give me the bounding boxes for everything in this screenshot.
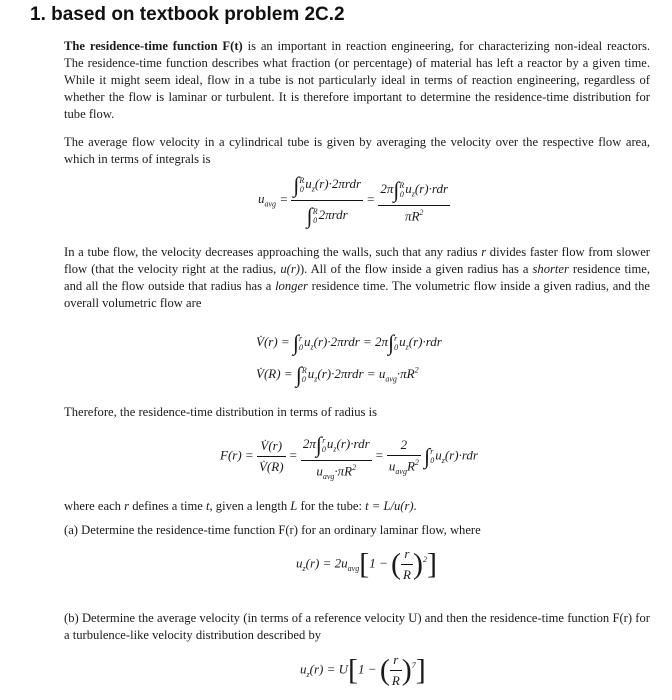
intro-text: is an important in reaction engineering, for characterizing non-ideal reactors. The residence-time function describes what fraction (or percentage) of material has left a reactor by a given time. While it might seem ideal, flow in a tube is not particularly ideal in terms of reaction engineering, regardless of whether the flow is laminar or turbulent. It is therefore important to determine the residence-time distribution for tube flow. bbox=[64, 39, 650, 121]
equation-laminar-velocity: $u_z(r) = 2u_{avg}[1$ − ( $\frac{r}{R}$ )$^2$] bbox=[296, 546, 437, 582]
equation-volumetric-flow-R: V̇(R) = ∫ R 0 $u_z(r)\cdot 2\pi rdr = u_{avg}\cdot\pi R^2$ bbox=[256, 362, 419, 387]
avg-velocity-paragraph: The average flow velocity in a cylindrical tube is given by averaging the velocity over the respective flow area, which in terms of integrals is bbox=[64, 135, 650, 166]
uavg-symbol: $u_{avg}$ bbox=[258, 191, 277, 210]
distribution-paragraph: Therefore, the residence-time distribution in terms of radius is bbox=[64, 405, 377, 419]
equation-residence-time-function: F(r) = $\frac{V̇(r)}{V̇(R)}$ = 2π∫ r 0 $u_z(r)\cdot rdr$ $u_{avg}\cdot\pi R^2$ = $\frac{2}{u_{avg}R^2}$ ∫ r 0 $u_z(r)\cdot rdr$ bbox=[220, 432, 478, 481]
part-a: (a) Determine the residence-time function F(r) for an ordinary laminar flow, where bbox=[64, 523, 481, 537]
avg-fraction-2: 2π∫ R 0 $u_z(r)\cdot rdr$ $\pi R^2$ bbox=[380, 176, 449, 224]
equation-turbulent-velocity: $u_z(r) = U[1$ − ( $\frac{r}{R}$ )$^7$] bbox=[300, 652, 426, 688]
equation-volumetric-flow-r: V̇(r) = ∫ r 0 $u_z(r)\cdot 2\pi rdr = 2\pi\int$ r 0 $u_z(r)\cdot rdr$ bbox=[256, 330, 442, 355]
avg-fraction-1: ∫ R 0 $u_z(r)\cdot 2\pi rdr$ ∫ R 0 2πrdr bbox=[293, 172, 362, 228]
where-each-line: where each r defines a time t, given a length L for the tube: t = L/u(r). bbox=[64, 499, 417, 513]
part-b: (b) Determine the average velocity (in terms of a reference velocity U) and then the residence-time function F(r) for a turbulence-like velocity distribution described by bbox=[64, 611, 650, 642]
problem-title: 1. based on textbook problem 2C.2 bbox=[30, 4, 345, 25]
intro-term: The residence-time function F(t) bbox=[64, 39, 243, 53]
equation-average-velocity: $u_{avg}$ = ∫ R 0 $u_z(r)\cdot 2\pi rdr$ ∫ R 0 2πrdr = 2π∫ R 0 $u_z(r)\cdot rdr$ $\pi R^2$ bbox=[258, 172, 449, 228]
intro-paragraph bbox=[64, 38, 650, 123]
tube-flow-paragraph: In a tube flow, the velocity decreases approaching the walls, such that any radius r divides faster flow from slower flow (that the velocity right at the radius, u(r)). All of the flow inside a given radius has a shorter residence time, and all the flow outside that radius has a longer residence time. The volumetric flow inside a given radius, and the overall volumetric flow are bbox=[64, 245, 650, 310]
